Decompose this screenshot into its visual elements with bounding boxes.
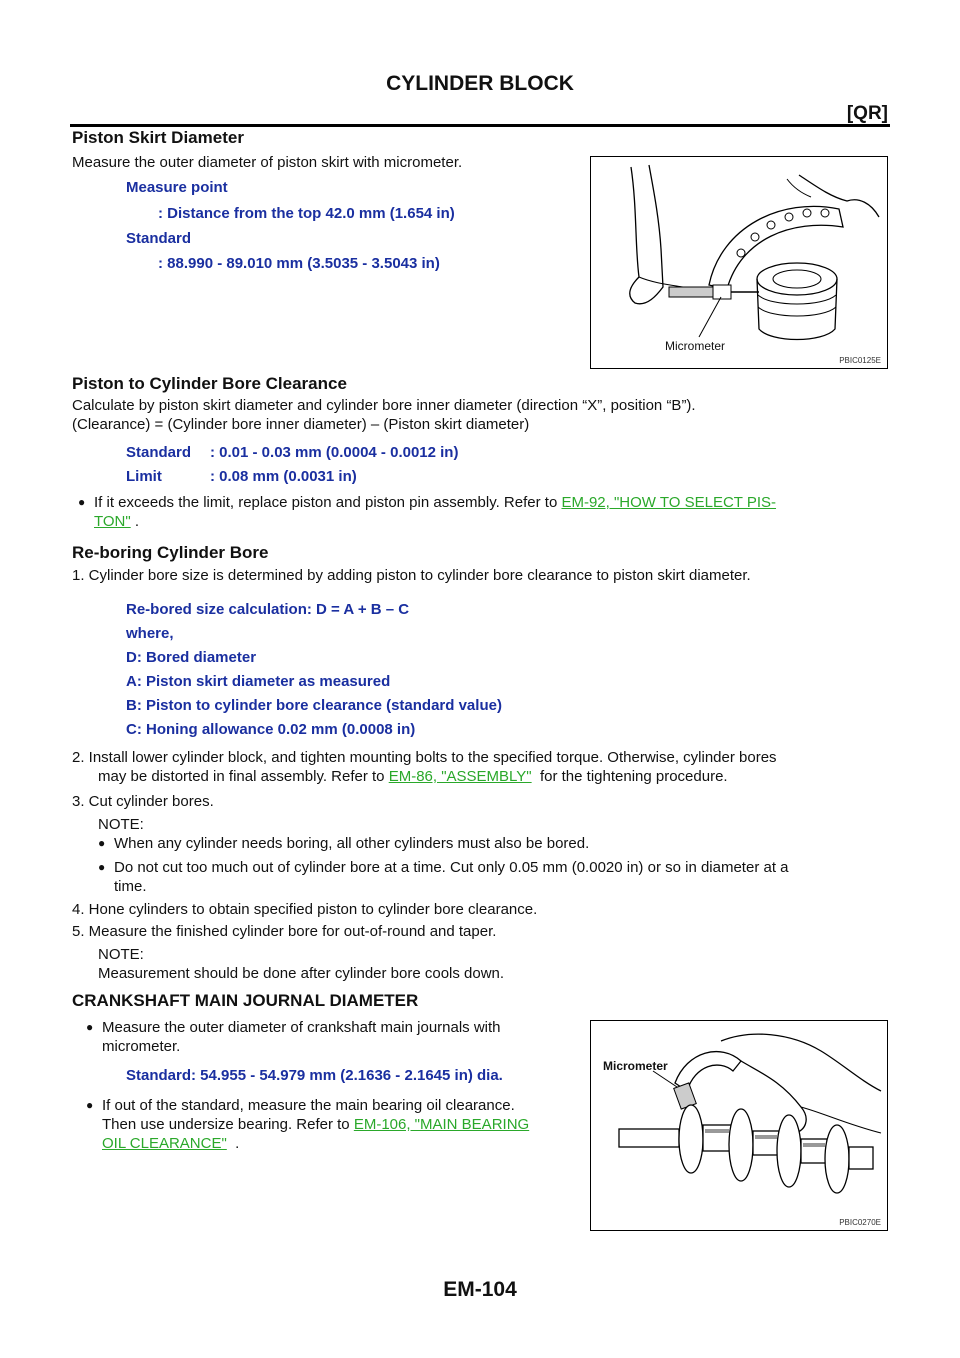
- skirt-measure-label: Measure point: [126, 179, 228, 196]
- link-main-bearing-oil-clearance[interactable]: EM-106, "MAIN BEARING: [353, 1116, 530, 1133]
- crank-standard: Standard: 54.955 - 54.979 mm (2.1636 - 2.1645 in) dia.: [126, 1067, 503, 1084]
- clearance-limit-label: Limit: [126, 468, 162, 485]
- skirt-heading: Piston Skirt Diameter: [72, 128, 244, 147]
- note-item-2: [98, 858, 890, 896]
- clearance-heading: Piston to Cylinder Bore Clearance: [72, 374, 347, 393]
- bullet-icon: ●: [78, 495, 86, 509]
- note-text-3: Measurement should be done after cylinder bore cools down.: [98, 965, 505, 982]
- clearance-bullet: [78, 493, 888, 531]
- note1-text: When any cylinder needs boring, all other cylinders must also be bored.: [114, 835, 590, 852]
- reboring-step2b: [98, 767, 728, 786]
- crank-figure-label: Micrometer: [603, 1059, 668, 1073]
- reboring-step2a: 2. Install lower cylinder block, and tighten mounting bolts to the specified torque. Otherwise, cylinder bores: [72, 749, 777, 766]
- crank-bullet2-end: .: [235, 1135, 240, 1152]
- step2b-text: may be distorted in final assembly. Refer to: [98, 768, 385, 785]
- page-number: EM-104: [443, 1278, 517, 1301]
- skirt-measure-value: : Distance from the top 42.0 mm (1.654 in): [158, 205, 455, 222]
- clearance-limit-value: : 0.08 mm (0.0031 in): [210, 468, 357, 485]
- skirt-standard-label: Standard: [126, 230, 192, 247]
- crank-bullet2a: If out of the standard, measure the main bearing oil clearance.: [102, 1097, 515, 1114]
- crank-bullet1b: micrometer.: [102, 1038, 181, 1055]
- crank-figure: [590, 1020, 888, 1231]
- crankshaft-micrometer-illustration: [591, 1021, 887, 1230]
- clearance-line2: (Clearance) = (Cylinder bore inner diameter) – (Piston skirt diameter): [72, 416, 530, 433]
- link-main-bearing-oil-clearance-cont[interactable]: OIL CLEARANCE": [102, 1135, 227, 1152]
- note-item-1: [98, 834, 590, 853]
- crank-bullet-2: [86, 1096, 580, 1153]
- crank-bullet1a: Measure the outer diameter of crankshaft main journals with: [102, 1019, 501, 1036]
- link-how-to-select-piston-cont[interactable]: TON": [94, 513, 131, 530]
- clearance-standard-value: : 0.01 - 0.03 mm (0.0004 - 0.0012 in): [210, 444, 459, 461]
- skirt-standard-value: : 88.990 - 89.010 mm (3.5035 - 3.5043 in): [158, 255, 440, 272]
- skirt-figure-code: PBIC0125E: [839, 356, 881, 365]
- section-tag: [QR]: [846, 103, 888, 124]
- reboring-step1: 1. Cylinder bore size is determined by adding piston to cylinder bore clearance to piston skirt diameter.: [72, 567, 751, 584]
- calc-line-2: where,: [126, 625, 174, 642]
- bullet-icon: ●: [86, 1020, 94, 1034]
- clearance-standard-label: Standard: [126, 444, 192, 461]
- crank-heading: CRANKSHAFT MAIN JOURNAL DIAMETER: [72, 991, 419, 1010]
- piston-micrometer-illustration: [591, 157, 887, 368]
- bullet-icon: ●: [86, 1098, 94, 1112]
- crank-bullet-1: [86, 1018, 578, 1056]
- calc-line-5: B: Piston to cylinder bore clearance (standard value): [126, 697, 502, 714]
- crank-figure-code: PBIC0270E: [839, 1218, 881, 1227]
- page-title: CYLINDER BLOCK: [386, 72, 574, 95]
- note2b-text: time.: [114, 878, 147, 895]
- link-how-to-select-piston[interactable]: EM-92, "HOW TO SELECT PIS-: [561, 494, 777, 511]
- crank-bullet2b: Then use undersize bearing. Refer to: [102, 1116, 350, 1133]
- link-assembly[interactable]: EM-86, "ASSEMBLY": [388, 768, 532, 785]
- bullet-icon: ●: [98, 836, 106, 850]
- clearance-line1: Calculate by piston skirt diameter and cylinder bore inner diameter (direction “X”, position “B”).: [72, 397, 696, 414]
- clearance-bullet-text: If it exceeds the limit, replace piston and piston pin assembly. Refer to: [94, 494, 558, 511]
- header-rule: [70, 124, 890, 127]
- note-label-2: NOTE:: [98, 946, 144, 963]
- bullet-icon: ●: [98, 860, 106, 874]
- reboring-step3: 3. Cut cylinder bores.: [72, 793, 214, 810]
- skirt-intro: Measure the outer diameter of piston skirt with micrometer.: [72, 154, 463, 171]
- step2-end: for the tightening procedure.: [539, 768, 728, 785]
- calc-line-1: Re-bored size calculation: D = A + B – C: [126, 601, 410, 618]
- calc-line-3: D: Bored diameter: [126, 649, 257, 666]
- note-label-1: NOTE:: [98, 816, 144, 833]
- reboring-step5: 5. Measure the finished cylinder bore for out-of-round and taper.: [72, 923, 497, 940]
- note2a-text: Do not cut too much out of cylinder bore at a time. Cut only 0.05 mm (0.0020 in) or so in diameter at a: [114, 859, 789, 876]
- skirt-figure: [590, 156, 888, 369]
- reboring-step4: 4. Hone cylinders to obtain specified piston to cylinder bore clearance.: [72, 901, 538, 918]
- skirt-figure-label: Micrometer: [665, 339, 726, 353]
- reboring-heading: Re-boring Cylinder Bore: [72, 543, 269, 562]
- calc-line-6: C: Honing allowance 0.02 mm (0.0008 in): [126, 721, 416, 738]
- calc-line-4: A: Piston skirt diameter as measured: [126, 673, 391, 690]
- clearance-bullet-end: .: [134, 513, 140, 530]
